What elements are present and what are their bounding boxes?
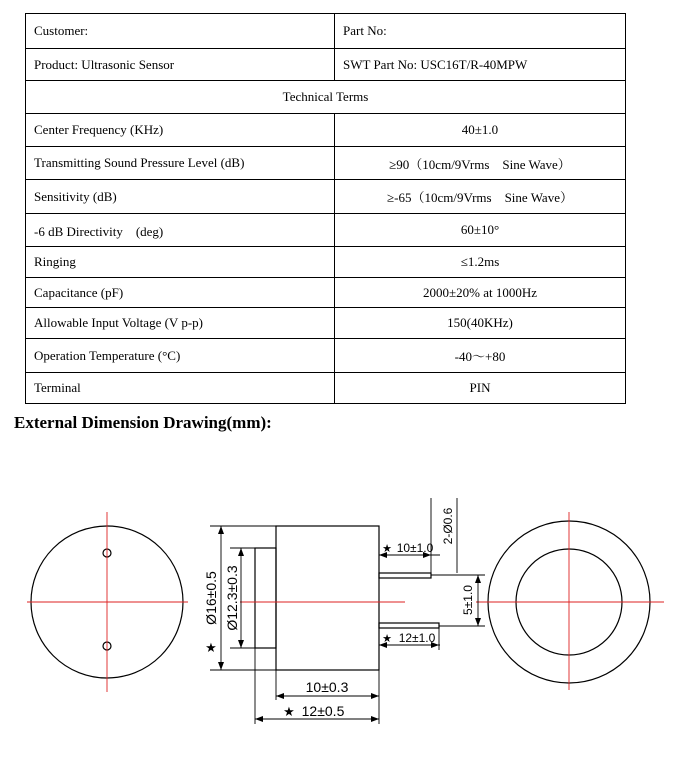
customer-cell: Customer:: [26, 14, 335, 49]
table-row: [26, 373, 626, 404]
product-cell: Product: Ultrasonic Sensor: [26, 49, 335, 81]
spec-value: 40±1.0: [335, 114, 626, 147]
spec-label: -6 dB Directivity (deg): [26, 214, 335, 247]
table-row: [26, 114, 626, 147]
table-row: [26, 278, 626, 308]
technical-terms-heading: Technical Terms: [26, 81, 626, 114]
pin-length-top-label: 10±1.0: [396, 541, 434, 555]
table-row: [26, 49, 626, 81]
spec-label: Terminal: [26, 373, 335, 404]
table-row: [26, 339, 626, 373]
pin-spacing-label: 5±1.0: [461, 585, 475, 615]
spec-value: ≤1.2ms: [335, 247, 626, 278]
dimension-arrows: [218, 526, 481, 722]
spec-value: 150(40KHz): [335, 308, 626, 339]
spec-label: Capacitance (pF): [26, 278, 335, 308]
total-length-label: 12±0.5: [301, 703, 345, 719]
pin-diameter-label: 2-Ø0.6: [441, 507, 455, 545]
part-no-cell: Part No:: [335, 14, 626, 49]
star-icon: ★: [283, 704, 295, 719]
spec-value: ≥-65（10cm/9Vrms Sine Wave）: [335, 180, 626, 214]
spec-label: Center Frequency (KHz): [26, 114, 335, 147]
spec-label: Transmitting Sound Pressure Level (dB): [26, 147, 335, 180]
spec-label: Allowable Input Voltage (V p-p): [26, 308, 335, 339]
table-row: [26, 81, 626, 114]
table-row: [26, 147, 626, 180]
spec-value: ≥90（10cm/9Vrms Sine Wave）: [335, 147, 626, 180]
inner-diameter-label: Ø12.3±0.3: [224, 565, 240, 631]
spec-value: -40～+80: [335, 339, 626, 373]
spec-label: Operation Temperature (°C): [26, 339, 335, 373]
back-view-centerlines: [476, 512, 664, 690]
outer-diameter-label: Ø16±0.5: [203, 571, 219, 625]
body-length-label: 10±0.3: [305, 679, 349, 695]
dimension-drawing: [0, 480, 677, 750]
table-row: [26, 180, 626, 214]
spec-label: Sensitivity (dB): [26, 180, 335, 214]
spec-value: PIN: [335, 373, 626, 404]
front-view-centerlines: [27, 512, 188, 692]
table-row: [26, 308, 626, 339]
table-row: [26, 247, 626, 278]
star-icon: ★: [382, 633, 392, 645]
swt-part-no-cell: SWT Part No: USC16T/R-40MPW: [335, 49, 626, 81]
table-row: [26, 214, 626, 247]
spec-label: Ringing: [26, 247, 335, 278]
table-row: [26, 14, 626, 49]
spec-table: [25, 13, 626, 404]
spec-value: 60±10°: [335, 214, 626, 247]
pin-length-bottom-label: 12±1.0: [398, 631, 436, 645]
star-icon: ★: [382, 543, 392, 555]
star-icon: ★: [205, 640, 217, 655]
drawing-title: External Dimension Drawing(mm):: [14, 413, 272, 432]
spec-value: 2000±20% at 1000Hz: [335, 278, 626, 308]
